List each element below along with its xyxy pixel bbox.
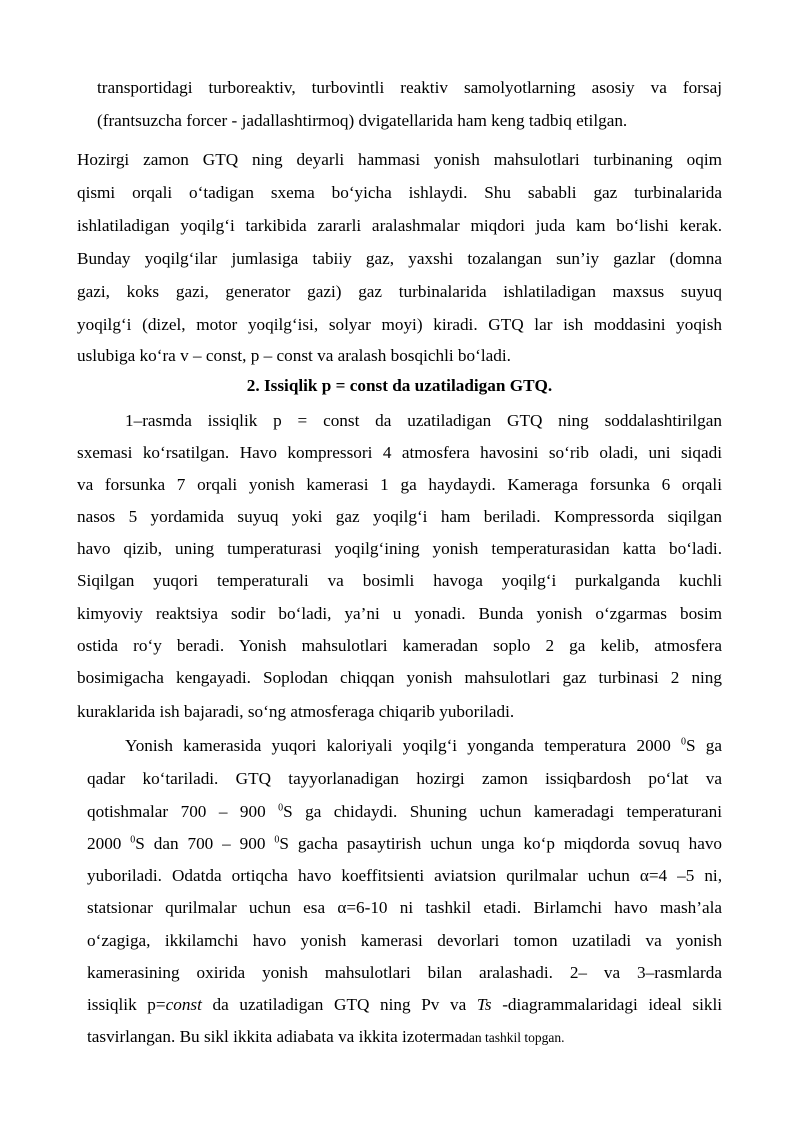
text-line: va forsunka 7 orqali yonish kamerasi 1 ga haydaydi. Kameraga forsunka 6 orqali — [77, 475, 722, 494]
text-line: issiqlik p=const da uzatiladigan GTQ ning Pv va Ts -diagrammalaridagi ideal sikli — [87, 995, 723, 1014]
text-line: yuboriladi. Odatda ortiqcha havo koeffitsienti aviatsion qurilmalar uchun α=4 –5 ni, — [87, 866, 722, 885]
text-line: transportidagi turboreaktiv, turbovintli reaktiv samolyotlarning asosiy va forsaj — [97, 78, 722, 97]
text-line: kuraklarida ish bajaradi, so‘ng atmosferaga chiqarib yuboriladi. — [77, 702, 515, 721]
text-line: havo qizib, uning tumperaturasi yoqilg‘ining yonish temperaturasidan katta bo‘ladi. — [77, 539, 722, 558]
text-line: ishlatiladigan yoqilg‘i tarkibida zararli aralashmalar miqdori juda kam bo‘lishi kerak. — [77, 216, 722, 235]
text-line: nasos 5 yordamida suyuq yoki gaz yoqilg‘i ham beriladi. Kompressorda siqilgan — [77, 507, 722, 526]
text-line: 1–rasmda issiqlik p = const da uzatiladigan GTQ ning soddalashtirilgan — [125, 411, 722, 430]
text-line: qotishmalar 700 – 900 $^0$S ga chidaydi. Shuning uchun kameradagi temperaturani — [87, 802, 722, 821]
text-line: uslubiga ko‘ra v – const, p – const va aralash bosqichli bo‘ladi. — [77, 346, 511, 365]
text-line: Yonish kamerasida yuqori kaloriyali yoqilg‘i yonganda temperatura 2000 $^0$S ga — [125, 736, 723, 755]
section-heading: 2. Issiqlik p = const da uzatiladigan GTQ. — [246, 376, 553, 395]
text-line: sxemasi ko‘rsatilgan. Havo kompressori 4 atmosfera havosini so‘rib oladi, uni siqadi — [77, 443, 722, 462]
text-line: bosimigacha kengayadi. Soplodan chiqqan yonish mahsulotlari gaz turbinasi 2 ning — [77, 668, 722, 687]
text-line: qismi orqali o‘tadigan sxema bo‘yicha ishlaydi. Shu sababli gaz turbinalarida — [77, 183, 722, 202]
text-line: gazi, koks gazi, generator gazi) gaz turbinalarida ishlatiladigan maxsus suyuq — [77, 282, 722, 301]
text-line: qadar ko‘tariladi. GTQ tayyorlanadigan hozirgi zamon issiqbardosh po‘lat va — [87, 769, 722, 788]
text-line: 2000 $^0$S dan 700 – 900 $^0$S gacha pasaytirish uchun unga ko‘p miqdorda sovuq havo — [87, 834, 723, 853]
text-line: Hozirgi zamon GTQ ning deyarli hammasi yonish mahsulotlari turbinaning oqim — [77, 150, 722, 169]
text-line: (frantsuzcha forcer - jadallashtirmoq) dvigatellarida ham keng tadbiq etilgan. — [97, 111, 628, 130]
text-line: Siqilgan yuqori temperaturali va bosimli havoga yoqilg‘i purkalganda kuchli — [77, 571, 722, 590]
text-line: o‘zagiga, ikkilamchi havo yonish kamerasi devorlari tomon uzatiladi va yonish — [87, 931, 722, 950]
text-line: kimyoviy reaktsiya sodir bo‘ladi, ya’ni u yonadi. Bunda yonish o‘zgarmas bosim — [77, 604, 722, 623]
text-line: Bunday yoqilg‘ilar jumlasiga tabiiy gaz, yaxshi tozalangan sun’iy gazlar (domna — [77, 249, 722, 268]
text-line: ostida ro‘y beradi. Yonish mahsulotlari kameradan soplo 2 ga kelib, atmosfera — [77, 636, 722, 655]
text-line: kamerasining oxirida yonish mahsulotlari bilan aralashadi. 2– va 3–rasmlarda — [87, 963, 722, 982]
text-line: tasvirlangan. Bu sikl ikkita adiabata va ikkita izotermadan tashkil topgan. — [87, 1027, 565, 1046]
text-line: yoqilg‘i (dizel, motor yoqilg‘isi, solyar moyi) kiradi. GTQ lar ish moddasini yoqish — [77, 315, 722, 334]
text-line: statsionar qurilmalar uchun esa α=6-10 ni tashkil etadi. Birlamchi havo mash’ala — [87, 898, 722, 917]
